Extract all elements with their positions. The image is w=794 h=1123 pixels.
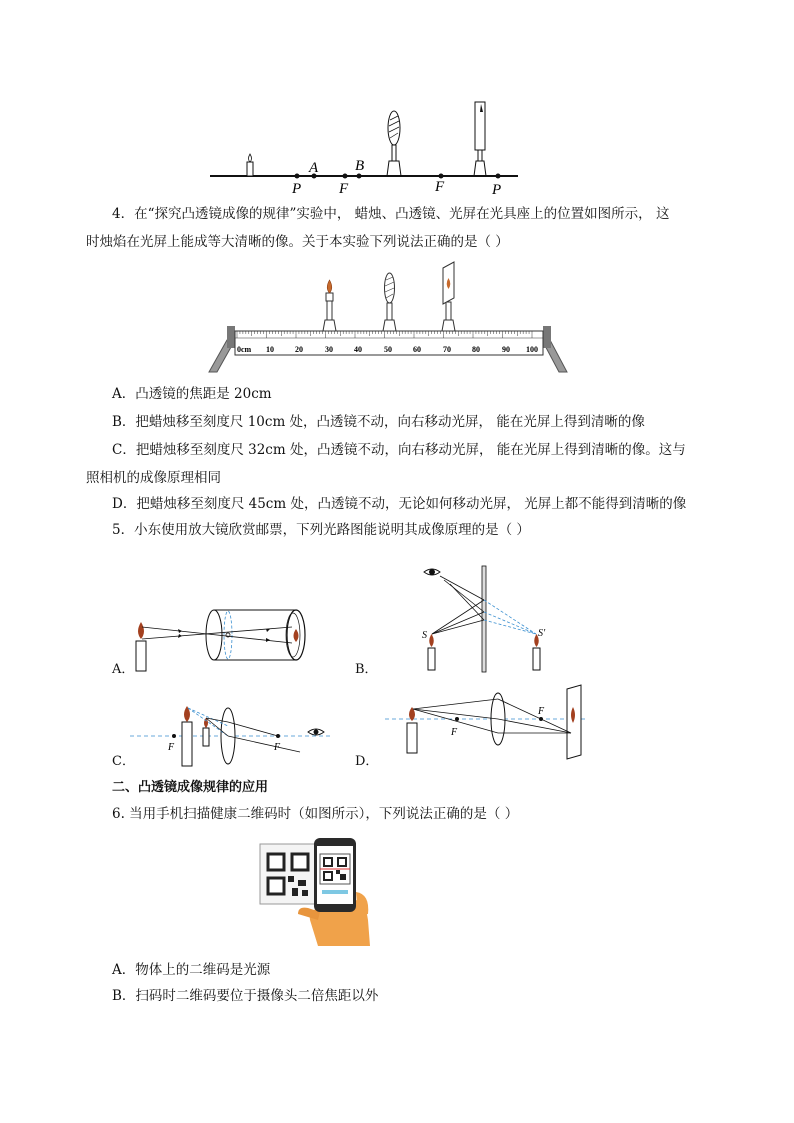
ruler-tick-80: 80	[472, 345, 480, 354]
qr-scan-figure	[258, 834, 373, 946]
q4-option-b: B．把蜡烛移至刻度尺 10cm 处，凸透镜不动，向右移动光屏， 能在光屏上得到清晰的像	[112, 414, 645, 430]
q5-label-b: B．	[355, 662, 378, 677]
label-b: B	[355, 158, 365, 174]
ruler-tick-20: 20	[295, 345, 303, 354]
q5-label-d: D．	[355, 754, 379, 769]
label-p-left: P	[292, 181, 302, 197]
q5-figure-a	[130, 605, 315, 680]
label-f-c-left: F	[168, 742, 175, 753]
q4-option-c-line1: C．把蜡烛移至刻度尺 32cm 处，凸透镜不动，向右移动光屏， 能在光屏上得到清晰的像。这与	[112, 442, 686, 458]
section-heading: 二、凸透镜成像规律的应用	[112, 780, 269, 795]
q6-option-b: B．扫码时二维码要位于摄像头二倍焦距以外	[112, 988, 379, 1004]
label-f-left: F	[339, 181, 349, 197]
label-f-d-left: F	[451, 727, 458, 738]
q4-stem-line1: 4．在“探究凸透镜成像的规律”实验中， 蜡烛、凸透镜、光屏在光具座上的位置如图所示， 这	[112, 206, 670, 222]
q6-stem: 6. 当用手机扫描健康二维码时（如图所示），下列说法正确的是（ ）	[112, 806, 519, 822]
q5-figure-d	[385, 683, 600, 768]
q5-figure-c	[130, 700, 330, 770]
q5-stem: 5．小东使用放大镜欣赏邮票，下列光路图能说明其成像原理的是（ ）	[112, 522, 530, 538]
q5-label-c: C．	[112, 754, 135, 769]
q4-stem-line2: 时烛焰在光屏上能成等大清晰的像。关于本实验下列说法正确的是（ ）	[86, 234, 509, 250]
label-s: S	[422, 630, 427, 641]
label-p-right: P	[492, 182, 502, 198]
q5-label-a: A．	[112, 662, 135, 677]
q6-option-a: A．物体上的二维码是光源	[112, 962, 271, 978]
ruler-tick-40: 40	[354, 345, 362, 354]
label-s-prime: S′	[538, 628, 546, 639]
label-f-right: F	[435, 179, 445, 195]
q4-option-a: A．凸透镜的焦距是 20cm	[112, 386, 272, 402]
ruler-tick-100: 100	[526, 345, 538, 354]
q4-option-d: D．把蜡烛移至刻度尺 45cm 处，凸透镜不动，无论如何移动光屏， 光屏上都不能得到清晰的像	[112, 496, 687, 512]
ruler-tick-0: 0cm	[237, 345, 252, 354]
ruler-tick-90: 90	[502, 345, 510, 354]
ruler-tick-60: 60	[413, 345, 421, 354]
ruler-tick-30: 30	[325, 345, 333, 354]
optical-bench-figure-top	[200, 90, 530, 200]
q5-figure-b	[400, 560, 570, 675]
label-f-c-right: F	[274, 742, 281, 753]
ruler-tick-70: 70	[443, 345, 451, 354]
ruler-tick-50: 50	[384, 345, 392, 354]
q4-option-c-line2: 照相机的成像原理相同	[86, 470, 221, 486]
label-a: A	[309, 160, 319, 176]
optical-bench-ruler-figure	[205, 258, 575, 378]
ruler-tick-10: 10	[266, 345, 274, 354]
label-f-d-right: F	[538, 706, 545, 717]
